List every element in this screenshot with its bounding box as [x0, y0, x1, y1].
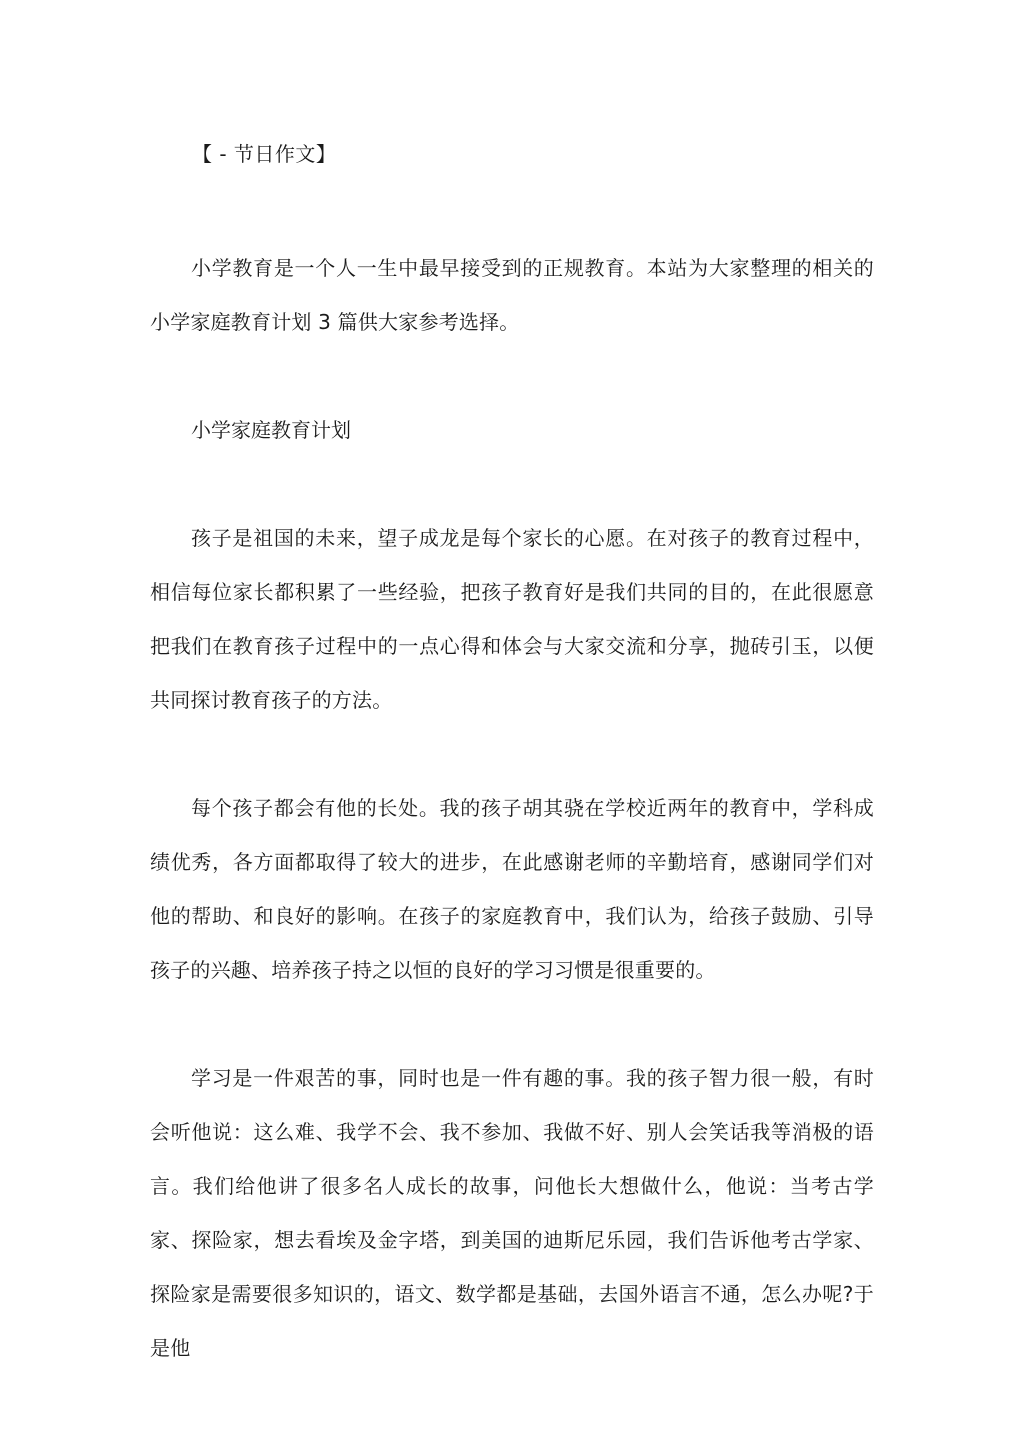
section-heading: 小学家庭教育计划 — [191, 418, 351, 442]
body-paragraph-3: 学习是一件艰苦的事，同时也是一件有趣的事。我的孩子智力很一般，有时会听他说：这么难、我学不会、我不参加、我做不好、别人会笑话我等消极的语言。我们给他讲了很多名人成长的故事，问他长大想做什么，他说：当考古学家、探险家，想去看埃及金字塔，到美国的迪斯尼乐园，我们告诉他考古学家、探险家是需要很多知识的，语文、数学都是基础，去国外语言不通，怎么办呢?于是他 — [150, 1066, 874, 1360]
document-title: 【 - 节日作文】 — [192, 142, 337, 166]
body-paragraph-1: 孩子是祖国的未来，望子成龙是每个家长的心愿。在对孩子的教育过程中，相信每位家长都积累了一些经验，把孩子教育好是我们共同的目的，在此很愿意把我们在教育孩子过程中的一点心得和体会与大家交流和分享，抛砖引玉，以便共同探讨教育孩子的方法。 — [150, 526, 874, 712]
body-paragraph-2: 每个孩子都会有他的长处。我的孩子胡其骁在学校近两年的教育中，学科成绩优秀，各方面都取得了较大的进步，在此感谢老师的辛勤培育，感谢同学们对他的帮助、和良好的影响。在孩子的家庭教育中，我们认为，给孩子鼓励、引导孩子的兴趣、培养孩子持之以恒的良好的学习习惯是很重要的。 — [150, 796, 874, 982]
intro-paragraph: 小学教育是一个人一生中最早接受到的正规教育。本站为大家整理的相关的小学家庭教育计划 3 篇供大家参考选择。 — [150, 256, 874, 334]
document-body — [150, 137, 874, 1429]
